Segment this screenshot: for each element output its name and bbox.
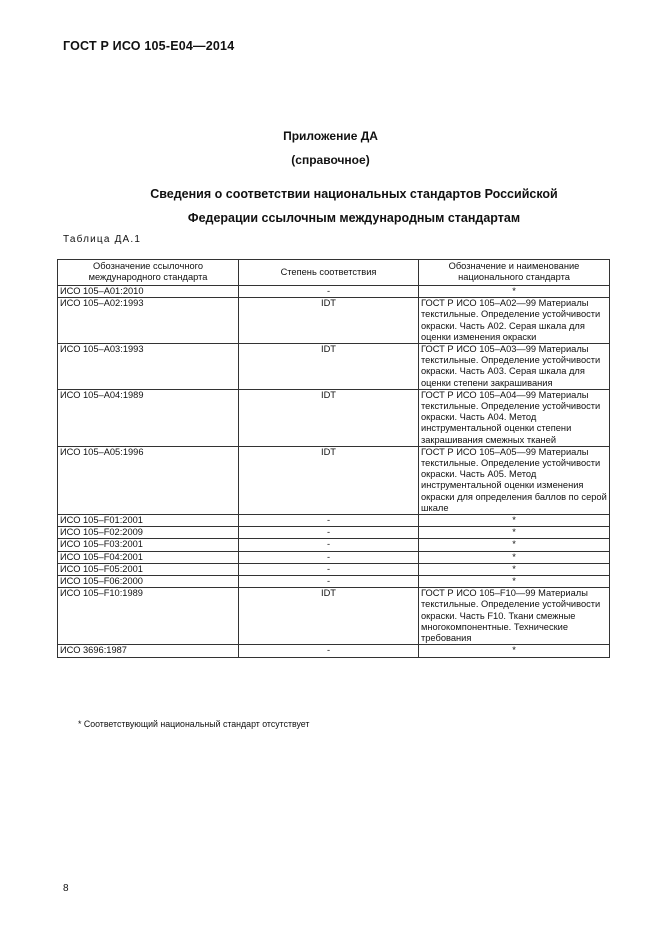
table-row bbox=[58, 645, 610, 657]
cell-national-standard: * bbox=[419, 286, 610, 298]
cell-degree: - bbox=[239, 515, 419, 527]
cell-international-code: ИСО 105–A04:1989 bbox=[58, 389, 239, 446]
cell-national-standard: ГОСТ Р ИСО 105–А02—99 Материалы текстильные. Определение устойчивости окраски. Часть А02. Серая шкала для оценки изменения окраски bbox=[419, 298, 610, 344]
cell-degree: IDT bbox=[239, 446, 419, 514]
column-header-degree: Степень соответствия bbox=[239, 260, 419, 286]
table-row bbox=[58, 588, 610, 645]
column-header-national: Обозначение и наименование национального стандарта bbox=[419, 260, 610, 286]
column-header-international: Обозначение ссылочного международного стандарта bbox=[58, 260, 239, 286]
section-heading-line-2: Федерации ссылочным международным стандартам bbox=[187, 211, 521, 225]
table-row bbox=[58, 446, 610, 514]
cell-national-standard: * bbox=[419, 515, 610, 527]
cell-degree: - bbox=[239, 527, 419, 539]
cell-international-code: ИСО 105–F04:2001 bbox=[58, 551, 239, 563]
annex-title: Приложение ДА bbox=[283, 129, 378, 143]
cell-degree: - bbox=[239, 551, 419, 563]
cell-national-standard: ГОСТ Р ИСО 105–А03—99 Материалы текстильные. Определение устойчивости окраски. Часть А03. Серая шкала для оценки степени закрашивания bbox=[419, 344, 610, 390]
cell-international-code: ИСО 105–A02:1993 bbox=[58, 298, 239, 344]
cell-international-code: ИСО 105–A01:2010 bbox=[58, 286, 239, 298]
cell-national-standard: * bbox=[419, 551, 610, 563]
cell-degree: IDT bbox=[239, 298, 419, 344]
annex-status: (справочное) bbox=[291, 153, 370, 167]
cell-international-code: ИСО 105–F02:2009 bbox=[58, 527, 239, 539]
document-designation: ГОСТ Р ИСО 105-Е04—2014 bbox=[63, 39, 235, 53]
cell-international-code: ИСО 105–F05:2001 bbox=[58, 563, 239, 575]
cell-national-standard: ГОСТ Р ИСО 105–F10—99 Материалы текстильные. Определение устойчивости окраски. Часть F10. Ткани смежные многокомпонентные. Технические требования bbox=[419, 588, 610, 645]
cell-national-standard: * bbox=[419, 539, 610, 551]
table-header-row bbox=[58, 260, 610, 286]
table-row bbox=[58, 527, 610, 539]
cell-degree: IDT bbox=[239, 344, 419, 390]
cell-degree: - bbox=[239, 539, 419, 551]
table-row bbox=[58, 563, 610, 575]
cell-national-standard: * bbox=[419, 645, 610, 657]
cell-national-standard: * bbox=[419, 527, 610, 539]
cell-degree: - bbox=[239, 645, 419, 657]
cell-degree: IDT bbox=[239, 389, 419, 446]
cell-national-standard: ГОСТ Р ИСО 105–А05—99 Материалы текстильные. Определение устойчивости окраски. Часть А05. Метод инструментальной оценки изменения окраски для определения баллов по серой шкале bbox=[419, 446, 610, 514]
cell-degree: IDT bbox=[239, 588, 419, 645]
conformity-table bbox=[57, 259, 610, 658]
table-row bbox=[58, 389, 610, 446]
table-row bbox=[58, 515, 610, 527]
cell-national-standard: * bbox=[419, 576, 610, 588]
cell-degree: - bbox=[239, 576, 419, 588]
section-heading-line-1: Сведения о соответствии национальных стандартов Российской bbox=[150, 187, 558, 201]
cell-international-code: ИСО 105–F06:2000 bbox=[58, 576, 239, 588]
cell-degree: - bbox=[239, 286, 419, 298]
cell-international-code: ИСО 105–A05:1996 bbox=[58, 446, 239, 514]
cell-international-code: ИСО 105–F10:1989 bbox=[58, 588, 239, 645]
table-row bbox=[58, 344, 610, 390]
table-row bbox=[58, 298, 610, 344]
cell-international-code: ИСО 3696:1987 bbox=[58, 645, 239, 657]
table-footnote: * Соответствующий национальный стандарт отсутствует bbox=[78, 719, 310, 729]
cell-international-code: ИСО 105–A03:1993 bbox=[58, 344, 239, 390]
table-caption: Таблица ДА.1 bbox=[63, 234, 142, 245]
cell-international-code: ИСО 105–F03:2001 bbox=[58, 539, 239, 551]
cell-degree: - bbox=[239, 563, 419, 575]
page-number: 8 bbox=[63, 883, 69, 894]
cell-national-standard: * bbox=[419, 563, 610, 575]
cell-national-standard: ГОСТ Р ИСО 105–А04—99 Материалы текстильные. Определение устойчивости окраски. Часть А04. Метод инструментальной оценки степени закрашивания смежных тканей bbox=[419, 389, 610, 446]
table-row bbox=[58, 551, 610, 563]
cell-international-code: ИСО 105–F01:2001 bbox=[58, 515, 239, 527]
table-row bbox=[58, 286, 610, 298]
table-row bbox=[58, 576, 610, 588]
table-row bbox=[58, 539, 610, 551]
